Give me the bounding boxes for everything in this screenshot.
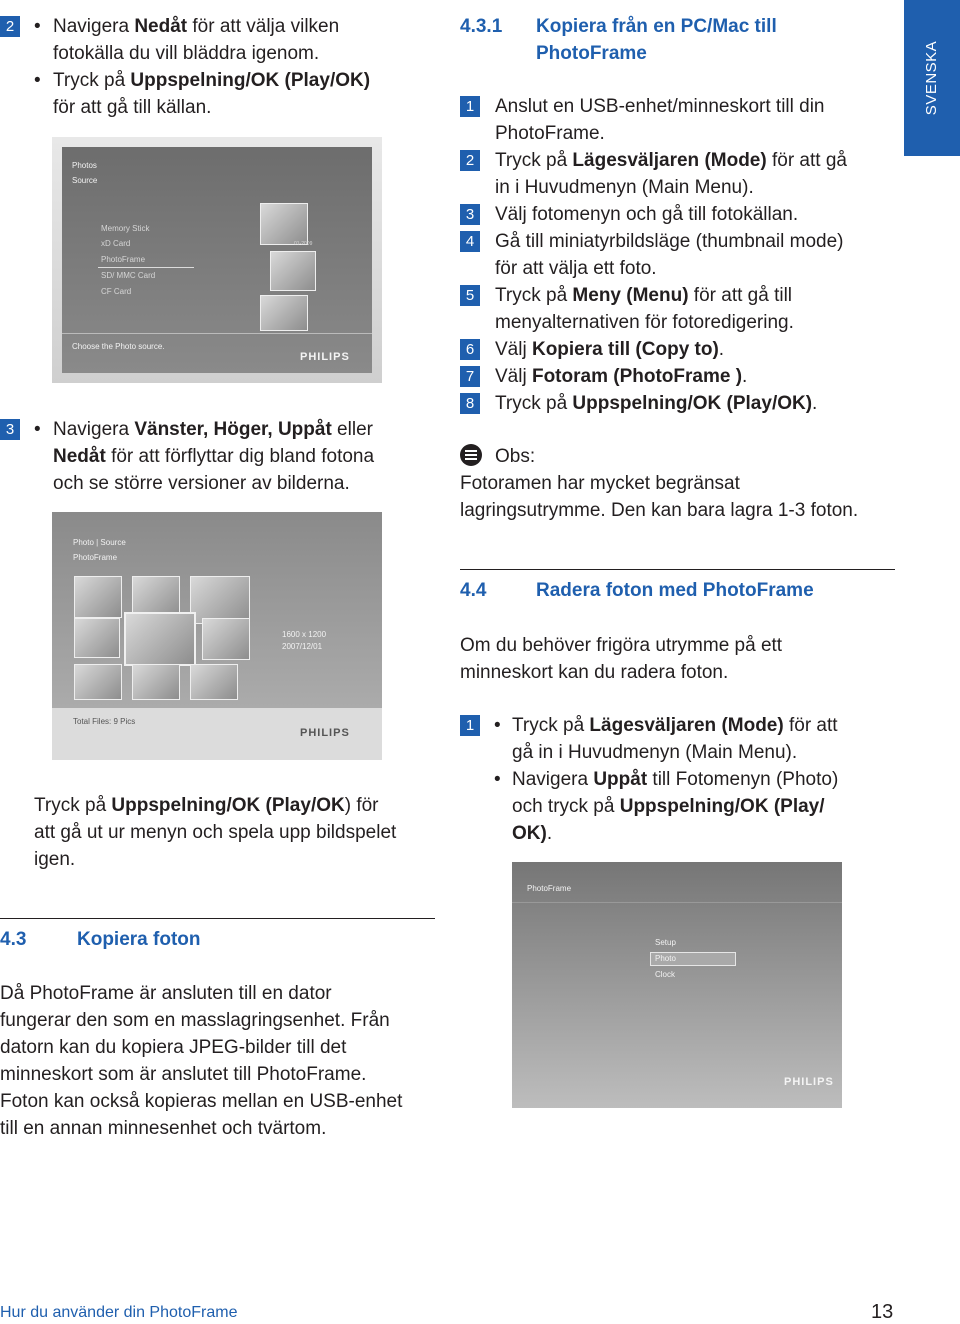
philips-logo: PHILIPS bbox=[300, 351, 350, 363]
step-number-7: 7 bbox=[460, 366, 480, 387]
step-8-text: Tryck på Uppspelning/OK (Play/OK). bbox=[495, 393, 818, 414]
photo-thumbnail bbox=[74, 664, 122, 700]
step3-bullet: • Navigera Vänster, Höger, Uppåt eller Nedåt för att förflyttar dig bland fotona och se större versioner av bilderna. bbox=[34, 416, 434, 497]
delete-bullet-2: • Navigera Uppåt till Fotomenyn (Photo) och tryck på Uppspelning/OK (Play/ OK). bbox=[494, 766, 904, 847]
language-tab-label: SVENSKA bbox=[923, 40, 940, 116]
note-text: Fotoramen har mycket begränsat lagringsutrymme. Den kan bara lagra 1-3 foton. bbox=[460, 473, 859, 521]
bullet-icon: • bbox=[494, 769, 501, 790]
step-number-2: 2 bbox=[0, 16, 20, 37]
language-tab bbox=[904, 0, 960, 156]
photo-thumbnail bbox=[190, 664, 238, 700]
step-3-text: Välj fotomenyn och gå till fotokällan. bbox=[495, 204, 799, 225]
step-7-text: Välj Fotoram (PhotoFrame ). bbox=[495, 366, 748, 387]
step2-bullet-1: • Navigera Nedåt för att välja vilken fotokälla du vill bläddra igenom. bbox=[34, 13, 434, 67]
screenshot-source-menu bbox=[52, 137, 382, 383]
section-4-3-1-number: 4.3.1 bbox=[460, 16, 503, 37]
note-label: Obs: bbox=[495, 446, 536, 467]
bullet-icon: • bbox=[494, 715, 501, 736]
photo-thumbnail bbox=[202, 618, 250, 660]
note-icon bbox=[460, 444, 482, 466]
step2-bullet-2: • Tryck på Uppspelning/OK (Play/OK) för att gå till källan. bbox=[34, 67, 434, 121]
photo-thumbnail bbox=[270, 251, 316, 291]
section-4-4-body: Om du behöver frigöra utrymme på ett minneskort kan du radera foton. bbox=[460, 635, 783, 683]
photo-thumbnail bbox=[190, 576, 250, 624]
footer-chapter: Hur du använder din PhotoFrame bbox=[0, 1304, 238, 1321]
step-5-text: Tryck på Meny (Menu) för att gå till menyalternativen för fotoredigering. bbox=[495, 285, 794, 333]
section-divider bbox=[0, 918, 435, 919]
section-4-3-1-title: Kopiera från en PC/Mac till PhotoFrame bbox=[536, 16, 777, 64]
step-1-text: Anslut en USB-enhet/minneskort till din PhotoFrame. bbox=[495, 96, 825, 144]
exit-menu-text: Tryck på Uppspelning/OK (Play/OK) för att gå ut ur menyn och spela upp bildspelet igen. bbox=[34, 795, 397, 870]
step-2-text: Tryck på Lägesväljaren (Mode) för att gå in i Huvudmenyn (Main Menu). bbox=[495, 150, 847, 198]
photo-thumbnail bbox=[74, 618, 120, 658]
screenshot-thumbnail-view: Photo | Source PhotoFrame 1600 x 1200 2007/12/01 Total Files: 9 Pics PHILIPS bbox=[52, 512, 382, 760]
section-4-3-body: Då PhotoFrame är ansluten till en dator fungerar den som en masslagringsenhet. Från datorn kan du kopiera JPEG-bilder till det minneskort som är anslutet till PhotoFrame. Foton kan också kopieras mellan en USB-enhet till en annan minnesenhet och tvärtom. bbox=[0, 983, 403, 1139]
philips-logo: PHILIPS bbox=[784, 1076, 834, 1088]
screen-frame: Photos Source Memory Stick xD Card PhotoFrame SD/ MMC Card CF Card Choose the Photo source. PHILIPS 01-2009 bbox=[62, 147, 372, 373]
section-4-4-number: 4.4 bbox=[460, 580, 487, 601]
bullet-icon: • bbox=[34, 419, 41, 440]
step-6-text: Välj Kopiera till (Copy to). bbox=[495, 339, 725, 360]
section-4-3-title: Kopiera foton bbox=[77, 929, 201, 950]
screenshot-main-menu: PhotoFrame Setup Photo Clock PHILIPS bbox=[512, 862, 842, 1108]
step-number-1: 1 bbox=[460, 96, 480, 117]
section-4-3-number: 4.3 bbox=[0, 929, 27, 950]
photo-thumbnail bbox=[132, 664, 180, 700]
bullet-icon: • bbox=[34, 16, 41, 37]
bullet-icon: • bbox=[34, 70, 41, 91]
section-4-4-title: Radera foton med PhotoFrame bbox=[536, 580, 814, 601]
philips-logo: PHILIPS bbox=[300, 727, 350, 739]
section-divider bbox=[460, 569, 895, 570]
photo-thumbnail bbox=[260, 295, 308, 331]
photo-thumbnail bbox=[74, 576, 122, 618]
step-number-8: 8 bbox=[460, 393, 480, 414]
step-number-5: 5 bbox=[460, 285, 480, 306]
delete-bullet-1: • Tryck på Lägesväljaren (Mode) för att gå in i Huvudmenyn (Main Menu). bbox=[494, 712, 904, 766]
photo-thumbnail-selected bbox=[124, 612, 196, 666]
step-number-2: 2 bbox=[460, 150, 480, 171]
step-number-1: 1 bbox=[460, 715, 480, 736]
step-4-text: Gå till miniatyrbildsläge (thumbnail mode) för att välja ett foto. bbox=[495, 231, 844, 279]
step-number-6: 6 bbox=[460, 339, 480, 360]
step-number-4: 4 bbox=[460, 231, 480, 252]
step-number-3: 3 bbox=[0, 419, 20, 440]
step-number-3: 3 bbox=[460, 204, 480, 225]
page-number: 13 bbox=[871, 1301, 894, 1323]
